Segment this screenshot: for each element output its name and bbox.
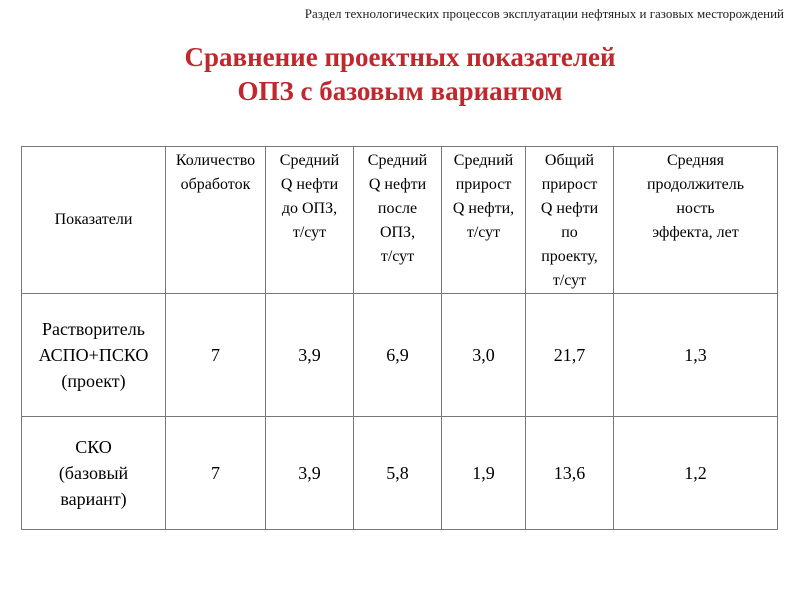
table-cell: 1,9	[442, 417, 526, 530]
header-text: т/сут	[380, 248, 415, 265]
header-text: эффекта, лет	[652, 224, 739, 241]
table-cell: 1,2	[614, 417, 778, 530]
header-text: ОПЗ,	[379, 224, 416, 241]
table-row	[22, 417, 778, 530]
header-text: Q нефти,	[452, 200, 515, 217]
table-cell: 21,7	[526, 294, 614, 417]
row-label	[22, 294, 166, 417]
header-text: т/сут	[292, 224, 327, 241]
header-text: прирост	[455, 176, 512, 193]
row-label-line: СКО	[75, 437, 112, 457]
table-cell: 5,8	[354, 417, 442, 530]
table-cell: 6,9	[354, 294, 442, 417]
table-cell: 3,9	[266, 294, 354, 417]
header-text: ность	[676, 200, 715, 217]
header-avg-oil-before	[266, 147, 354, 294]
header-text: Общий	[544, 152, 595, 169]
header-avg-oil-gain	[442, 147, 526, 294]
header-text: после	[377, 200, 418, 217]
header-text: Показатели	[54, 211, 133, 228]
header-text: т/сут	[552, 272, 587, 289]
title-line-1: Сравнение проектных показателей	[184, 42, 616, 72]
row-label-line: вариант)	[60, 489, 127, 509]
header-text: Количество	[175, 152, 256, 169]
header-text: Q нефти	[368, 176, 427, 193]
header-text: Средняя	[667, 152, 724, 169]
header-avg-oil-after	[354, 147, 442, 294]
header-text: продолжитель	[646, 176, 744, 193]
header-text: Средний	[453, 152, 514, 169]
table-cell: 1,3	[614, 294, 778, 417]
table-cell: 7	[166, 294, 266, 417]
header-text: проекту,	[541, 248, 598, 265]
table-row	[22, 294, 778, 417]
header-effect-duration	[614, 147, 778, 294]
section-header: Раздел технологических процессов эксплуатации нефтяных и газовых месторождений	[304, 6, 784, 21]
comparison-table	[21, 146, 778, 530]
header-total-oil-gain	[526, 147, 614, 294]
row-label-line: (проект)	[61, 371, 126, 391]
header-text: т/сут	[466, 224, 501, 241]
header-treatment-count	[166, 147, 266, 294]
table-cell: 3,0	[442, 294, 526, 417]
header-text: Средний	[279, 152, 340, 169]
header-row	[22, 147, 778, 294]
row-label-line: Растворитель	[42, 319, 145, 339]
header-text: обработок	[180, 176, 251, 193]
row-label	[22, 417, 166, 530]
table-cell: 13,6	[526, 417, 614, 530]
header-text: до ОПЗ,	[281, 200, 338, 217]
slide-title	[0, 40, 800, 108]
header-text: по	[561, 224, 578, 241]
header-text: Средний	[367, 152, 428, 169]
row-label-line: (базовый	[58, 463, 129, 483]
table-cell: 3,9	[266, 417, 354, 530]
row-label-line: АСПО+ПСКО	[38, 345, 149, 365]
table-cell: 7	[166, 417, 266, 530]
header-indicators	[22, 147, 166, 294]
header-text: Q нефти	[540, 200, 599, 217]
title-line-2: ОПЗ с базовым вариантом	[237, 76, 563, 106]
header-text: прирост	[541, 176, 598, 193]
header-text: Q нефти	[280, 176, 339, 193]
